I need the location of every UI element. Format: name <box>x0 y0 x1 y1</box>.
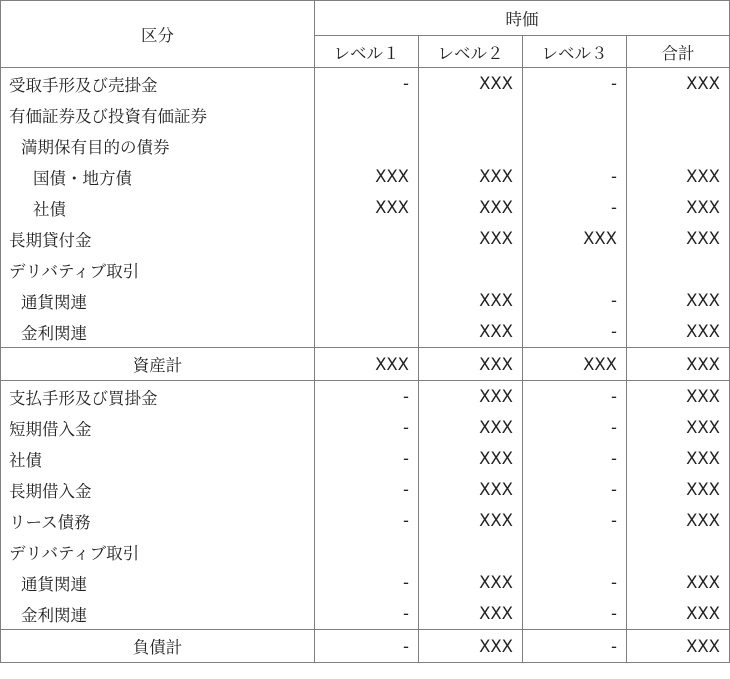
table-row <box>1 68 730 100</box>
level2-cell: XXX <box>419 161 523 192</box>
level1-cell <box>315 223 419 254</box>
level3-cell: - <box>523 68 627 100</box>
total-cell: XXX <box>627 412 730 443</box>
total-cell: XXX <box>627 598 730 630</box>
total-cell: XXX <box>627 161 730 192</box>
level2-cell: XXX <box>419 68 523 100</box>
assets-total-row <box>1 348 730 381</box>
table-row <box>1 192 730 223</box>
row-label: 社債 <box>1 443 315 474</box>
row-label: 国債・地方債 <box>1 161 315 192</box>
total-cell: XXX <box>627 316 730 348</box>
table-row <box>1 443 730 474</box>
level2-cell <box>419 254 523 285</box>
table-row <box>1 223 730 254</box>
table-row <box>1 285 730 316</box>
total-cell <box>627 536 730 567</box>
total-cell: XXX <box>627 443 730 474</box>
header-level3: レベル３ <box>523 36 627 68</box>
level1-cell: - <box>315 381 419 413</box>
row-label: 満期保有目的の債券 <box>1 130 315 161</box>
table-row <box>1 381 730 413</box>
assets-total-sum: XXX <box>627 348 730 381</box>
row-label: 短期借入金 <box>1 412 315 443</box>
total-cell <box>627 254 730 285</box>
level3-cell: - <box>523 598 627 630</box>
assets-total-level3: XXX <box>523 348 627 381</box>
row-label: 長期借入金 <box>1 474 315 505</box>
liabilities-total-sum: XXX <box>627 630 730 663</box>
level1-cell: - <box>315 443 419 474</box>
header-level2: レベル２ <box>419 36 523 68</box>
level2-cell: XXX <box>419 285 523 316</box>
level2-cell: XXX <box>419 567 523 598</box>
total-cell <box>627 130 730 161</box>
level1-cell <box>315 254 419 285</box>
header-jika: 時価 <box>315 1 730 36</box>
level3-cell <box>523 536 627 567</box>
assets-total-level2: XXX <box>419 348 523 381</box>
level1-cell: XXX <box>315 161 419 192</box>
level3-cell: XXX <box>523 223 627 254</box>
level2-cell: XXX <box>419 505 523 536</box>
table-row <box>1 130 730 161</box>
level3-cell: - <box>523 505 627 536</box>
level2-cell: XXX <box>419 381 523 413</box>
level1-cell: XXX <box>315 192 419 223</box>
level2-cell: XXX <box>419 412 523 443</box>
level3-cell <box>523 130 627 161</box>
level3-cell: - <box>523 192 627 223</box>
row-label: 有価証券及び投資有価証券 <box>1 99 315 130</box>
liabilities-total-level2: XXX <box>419 630 523 663</box>
level3-cell <box>523 99 627 130</box>
level1-cell: - <box>315 598 419 630</box>
total-cell: XXX <box>627 505 730 536</box>
liabilities-total-section <box>1 630 730 663</box>
assets-total-level1: XXX <box>315 348 419 381</box>
level3-cell: - <box>523 443 627 474</box>
table-row <box>1 99 730 130</box>
total-cell: XXX <box>627 567 730 598</box>
row-label: 通貨関連 <box>1 567 315 598</box>
level1-cell: - <box>315 474 419 505</box>
row-label: 受取手形及び売掛金 <box>1 68 315 100</box>
row-label: デリバティブ取引 <box>1 254 315 285</box>
table-row <box>1 254 730 285</box>
liabilities-total-level3: - <box>523 630 627 663</box>
assets-total-label: 資産計 <box>1 348 315 381</box>
total-cell: XXX <box>627 285 730 316</box>
row-label: 金利関連 <box>1 598 315 630</box>
level3-cell: - <box>523 161 627 192</box>
level2-cell <box>419 130 523 161</box>
total-cell: XXX <box>627 474 730 505</box>
liabilities-total-row <box>1 630 730 663</box>
liabilities-total-label: 負債計 <box>1 630 315 663</box>
level1-cell <box>315 285 419 316</box>
level1-cell <box>315 130 419 161</box>
level1-cell: - <box>315 68 419 100</box>
table-row <box>1 505 730 536</box>
table-row <box>1 412 730 443</box>
level3-cell: - <box>523 474 627 505</box>
row-label: デリバティブ取引 <box>1 536 315 567</box>
level2-cell: XXX <box>419 474 523 505</box>
total-cell: XXX <box>627 223 730 254</box>
liabilities-total-level1: - <box>315 630 419 663</box>
total-cell: XXX <box>627 192 730 223</box>
level3-cell <box>523 254 627 285</box>
table-row <box>1 536 730 567</box>
level2-cell: XXX <box>419 316 523 348</box>
table-row <box>1 161 730 192</box>
level3-cell: - <box>523 412 627 443</box>
assets-section <box>1 68 730 348</box>
header-level1: レベル１ <box>315 36 419 68</box>
total-cell <box>627 99 730 130</box>
level3-cell: - <box>523 567 627 598</box>
level2-cell: XXX <box>419 598 523 630</box>
assets-total-section <box>1 348 730 381</box>
header-total: 合計 <box>627 36 730 68</box>
level1-cell <box>315 316 419 348</box>
row-label: 金利関連 <box>1 316 315 348</box>
table-row <box>1 567 730 598</box>
level2-cell <box>419 99 523 130</box>
level1-cell <box>315 99 419 130</box>
level2-cell <box>419 536 523 567</box>
row-label: 通貨関連 <box>1 285 315 316</box>
row-label: 長期貸付金 <box>1 223 315 254</box>
table-row <box>1 598 730 630</box>
table-row <box>1 316 730 348</box>
level1-cell: - <box>315 412 419 443</box>
row-label: 支払手形及び買掛金 <box>1 381 315 413</box>
row-label: リース債務 <box>1 505 315 536</box>
liabilities-section <box>1 381 730 630</box>
level1-cell: - <box>315 567 419 598</box>
row-label: 社債 <box>1 192 315 223</box>
level2-cell: XXX <box>419 223 523 254</box>
table-row <box>1 474 730 505</box>
level2-cell: XXX <box>419 443 523 474</box>
level3-cell: - <box>523 381 627 413</box>
level3-cell: - <box>523 316 627 348</box>
header-kubun: 区分 <box>1 1 315 68</box>
total-cell: XXX <box>627 68 730 100</box>
level1-cell <box>315 536 419 567</box>
level2-cell: XXX <box>419 192 523 223</box>
level1-cell: - <box>315 505 419 536</box>
level3-cell: - <box>523 285 627 316</box>
total-cell: XXX <box>627 381 730 413</box>
